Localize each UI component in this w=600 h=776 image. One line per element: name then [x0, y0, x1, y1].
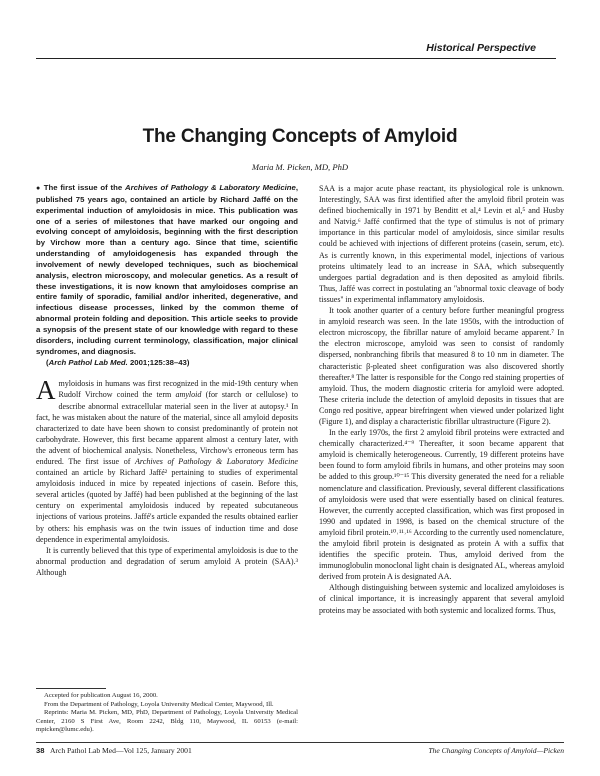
article-author: Maria M. Picken, MD, PhD: [251, 162, 349, 172]
body-paragraph-4: It took another quarter of a century before further meaningful progress in amyloid research was seen. In the late 1950s, with the introduction of electron microscopy, the fibrillar nature of amyloid became apparent.⁷ In the electron microscope, amyloid was seen to consist of randomly dispersed, nonbranching fibrils that measured 8 to 10 nm in diameter. The characteristic β-pleated sheet configuration was also discovered shortly thereafter.⁸ The latter is responsible for the Congo red staining properties of amyloid. Thus, the modern diagnostic criteria for amyloid were adopted. These criteria include the detection of amyloid deposits in tissues that are Congo red positive, appear birefringent when viewed under polarized light (Figure 1), and display a characteristic fibrillar ultrastructure (Figure 2).: [319, 306, 564, 426]
footer-rule: [36, 742, 564, 743]
page-number: 38: [36, 746, 45, 755]
right-column: [319, 183, 564, 616]
journal-name: Archives of Pathology & Laboratory Medicine: [135, 457, 298, 466]
abstract-journal: Archives of Pathology & Laboratory Medicine: [125, 183, 296, 192]
body-paragraph-1: [36, 375, 299, 544]
body-text: (for starch or cellulose) to describe abnormal extracellular material seen in the liver at autopsy.¹ In fact, he was mistaken about the nature of the material, since all amyloid deposits characterized to date have been shown to consist predominantly of protein not carbohydrate. However, this first became apparent almost a century later, with the advent of biochemical analysis. Nonetheless, Virchow's erroneous term has endured. The first issue of: [36, 390, 299, 466]
body-text: contained an article by Richard Jaffé² pertaining to studies of experimental amyloidosis induced in mice by repeated injections of casein. Before this, several articles (quoted by Jaffé) had been published at the beginning of the last century on experimental amyloidosis induced by repeated subcutaneous injections of various proteins. Jaffé's article expanded the results obtained earlier by others: his emphasis was on the twin issues of induction time and dose dependence in experimental amyloidosis.: [36, 468, 298, 544]
body-paragraph-5: In the early 1970s, the first 2 amyloid fibril proteins were extracted and chemically characterized.⁴⁻⁹ Thereafter, it soon became apparent that amyloid is chemically heterogeneous. Currently, 19 different proteins have been found to form amyloid fibrils in humans, and other proteins may soon be added to this group.¹⁰⁻¹⁵ This diversity generated the need for a reliable nomenclature and classification. Previously, several different classifications of amyloidosis were used that were essentially based on clinical features. However, the currently accepted classification, which was first proposed in 1990 and updated in 1998, is based on the chemical structure of the amyloid fibril protein.¹⁰˒¹¹˒¹⁶ According to the currently used nomenclature, the amyloid fibril protein is designated as protein A with a suffix that identifies the specific protein. Thus, amyloid derived from the immunoglobulin monoclonal light chain is designated AL, whereas amyloid derived from protein A is designated AA.: [319, 428, 564, 582]
citation-rest: 2001;125:38–43): [127, 357, 190, 367]
footnote-accepted: Accepted for publication August 16, 2000.: [44, 692, 158, 699]
footer-journal: Arch Pathol Lab Med—Vol 125, January 2001: [49, 746, 192, 755]
body-text: myloidosis in humans was first recognized in the mid-19th century when Rudolf Virchow coined the term: [58, 379, 298, 400]
citation-journal: Arch Pathol Lab Med.: [48, 357, 128, 367]
footer-left: [36, 746, 192, 755]
footnote-affiliation: From the Department of Pathology, Loyola University Medical Center, Maywood, Ill.: [44, 700, 274, 708]
left-column: [36, 183, 298, 578]
abstract-text-2: , published 75 years ago, contained an article by Richard Jaffé on the experimental induction of amyloidosis in mice. This publication was one of a series of milestones that have marked our ongoing and evolving concept of amyloidosis, beginning with the first description by Virchow more than a century ago. Since that time, scientific understanding of amyloidogenesis has expanded through the involvement of newly developed techniques, such as biochemical analysis, electron microscopy, and molecular genetics. As a result of these investigations, it is now known that amyloidoses comprise an entire family of sporadic, familial and/or inherited, degenerative, and infectious disease processes, linked by the common theme of abnormal protein folding and deposition. This article seeks to provide a synopsis of the present state of our knowledge with regard to these disorders, including current terminology, classification, major clinical syndromes, and diagnosis.: [36, 183, 298, 356]
footnote-reprints: Reprints: Maria M. Picken, MD, PhD, Department of Pathology, Loyola University Medical Center, 2160 S First Ave, Room 2242, Bldg 110, Maywood, IL 60153 (e-mail: mpicken@lumc.edu).: [36, 709, 298, 733]
abstract: [36, 183, 298, 368]
abstract-text-1: The first issue of the: [43, 183, 125, 192]
drop-cap: A: [36, 375, 56, 406]
article-title: The Changing Concepts of Amyloid: [142, 126, 458, 147]
header-rule: [36, 58, 556, 59]
footnote-rule: [36, 688, 106, 689]
body-paragraph-2: It is currently believed that this type of experimental amyloidosis is due to the abnormal production and degradation of serum amyloid A protein (SAA).³ Although: [36, 545, 298, 577]
abstract-citation: (Arch Pathol Lab Med. 2001;125:38–43): [46, 357, 190, 367]
body-paragraph-6: Although distinguishing between systemic and localized amyloidoses is of clinical importance, it is increasingly apparent that several amyloid proteins may be associated with both systemic and localized forms. Thus,: [319, 583, 564, 615]
bullet-icon: ●: [36, 185, 41, 192]
body-paragraph-3: SAA is a major acute phase reactant, its physiological role is unknown. Interestingly, SAA was first identified after the amyloid fibril protein was defined biochemically in 1971 by Benditt et al,⁴ Levin et al,⁵ and Husby and Natvig.⁶ Jaffé confirmed that the type of stimulus is not of primary importance in this particular model of amyloidosis, since similar results could be achieved with injections of different proteins (casein, serum, etc). As is currently known, in this experimental model, injections of various proteins ultimately lead to an increase in SAA, which subsequently undergoes partial degradation and is then deposited as amyloid fibrils. Thus, Jaffé was correct in postulating an ''abnormal toxic cleavage of body tissues'' in experimental inflammatory amyloidosis.: [319, 184, 564, 304]
footer-running-title: The Changing Concepts of Amyloid—Picken: [428, 746, 564, 755]
footnotes: [36, 688, 298, 735]
term-amyloid: amyloid: [175, 390, 202, 400]
section-label: Historical Perspective: [426, 42, 536, 54]
